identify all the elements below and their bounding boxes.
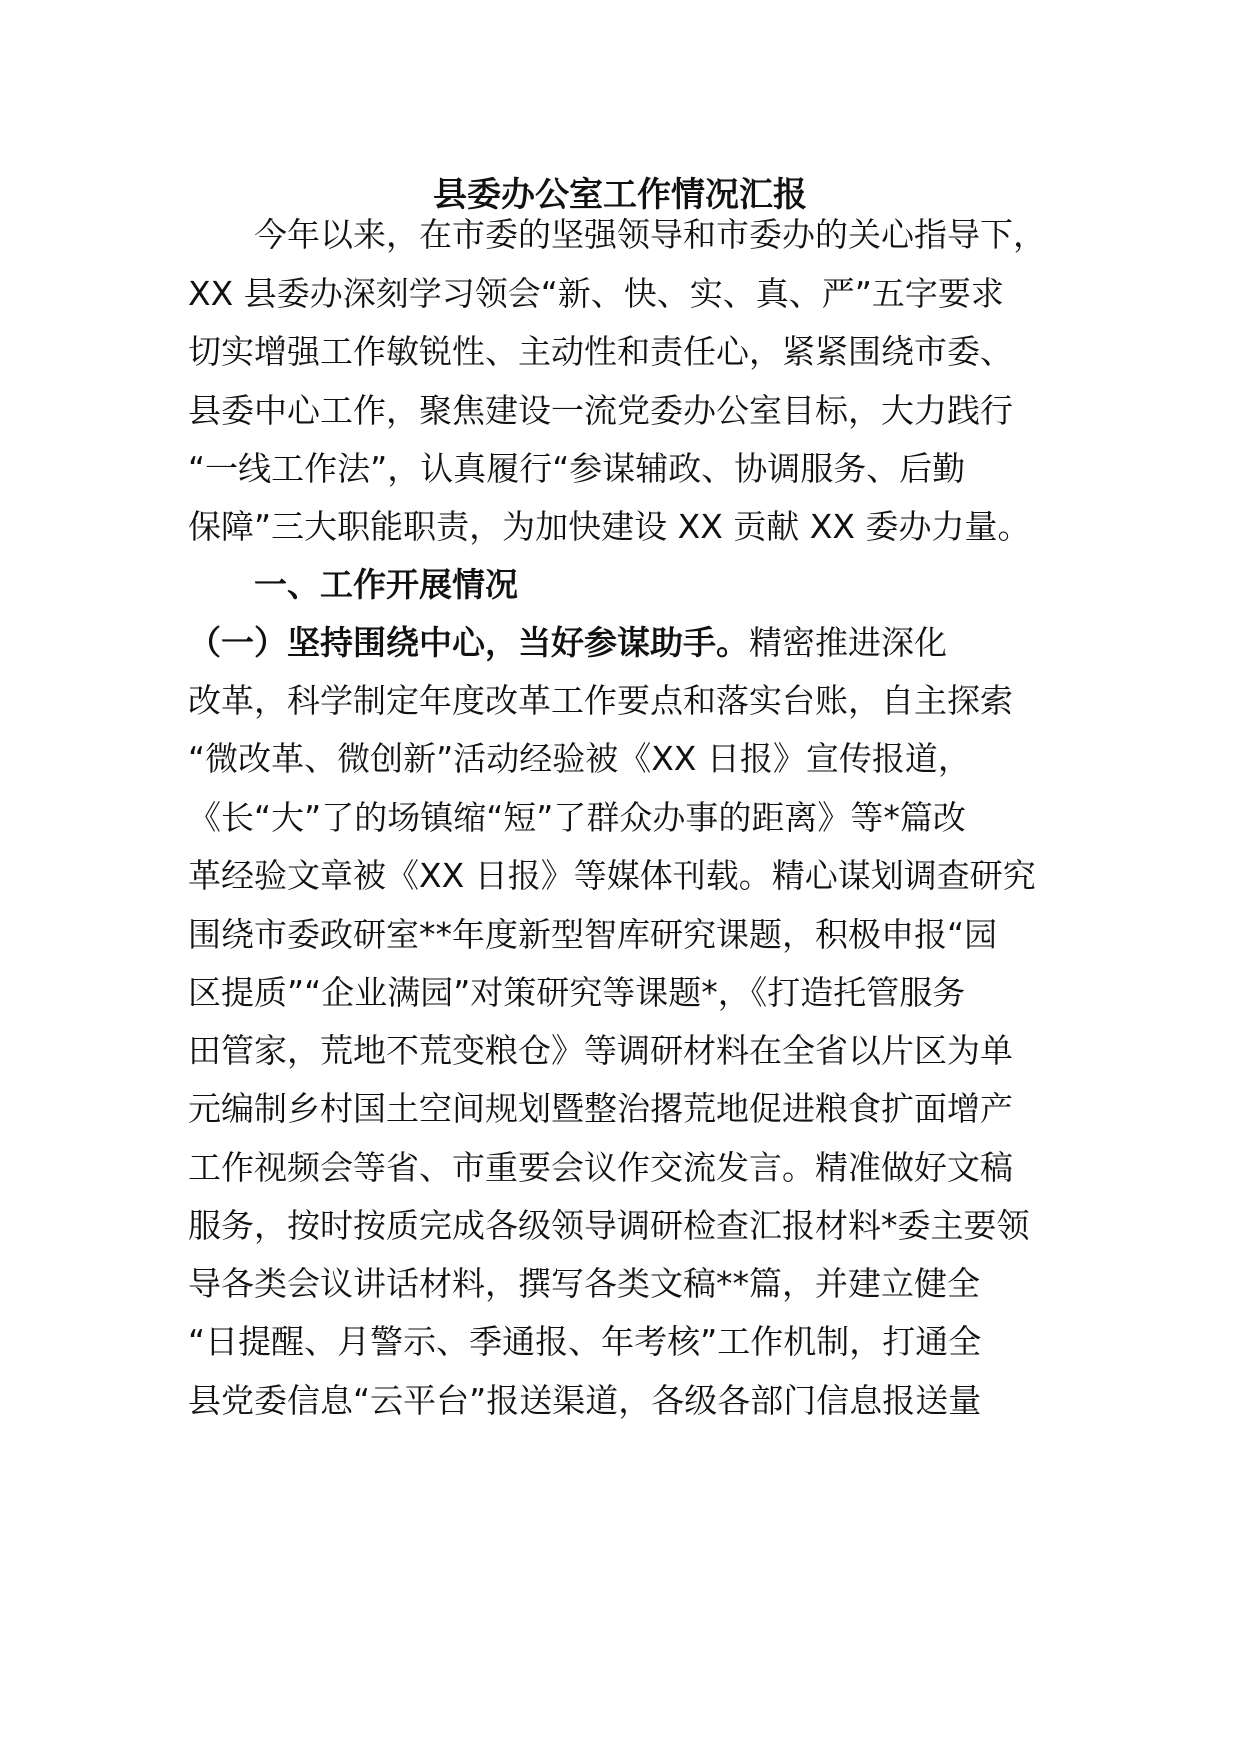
paragraph-line: 导各类会议讲话材料，撰写各类文稿**篇，并建立健全 <box>188 1264 980 1303</box>
paragraph-line: 县党委信息“云平台”报送渠道，各级各部门信息报送量 <box>188 1381 982 1420</box>
paragraph-line: 革经验文章被《XX 日报》等媒体刊载。精心谋划调查研究 <box>188 856 1036 895</box>
paragraph-line: 区提质”“企业满园”对策研究等课题*，《打造托管服务 <box>188 973 966 1012</box>
subsection-line <box>188 613 1068 673</box>
subsection-heading: （一）坚持围绕中心，当好参谋助手。 <box>188 623 749 662</box>
paragraph-line: 切实增强工作敏锐性、主动性和责任心，紧紧围绕市委、 <box>188 332 1013 371</box>
paragraph-line: 服务，按时按质完成各级领导调研检查汇报材料*委主要领 <box>188 1206 1030 1245</box>
paragraph-line: 改革，科学制定年度改革工作要点和落实台账，自主探索 <box>188 681 1013 720</box>
paragraph-line: 县委中心工作，聚焦建设一流党委办公室目标，大力践行 <box>188 391 1013 430</box>
paragraph-line: 工作视频会等省、市重要会议作交流发言。精准做好文稿 <box>188 1148 1013 1187</box>
paragraph-line: 田管家，荒地不荒变粮仓》等调研材料在全省以片区为单 <box>188 1031 1013 1070</box>
document-title: 县委办公室工作情况汇报 <box>433 175 807 215</box>
paragraph-line: 保障”三大职能职责，为加快建设 XX 贡献 XX 委办力量。 <box>188 507 1031 546</box>
paragraph-line: “一线工作法”，认真履行“参谋辅政、协调服务、后勤 <box>188 449 966 488</box>
paragraph-line: 今年以来，在市委的坚强领导和市委办的关心指导下， <box>188 215 1046 254</box>
paragraph-line: 元编制乡村国土空间规划暨整治撂荒地促进粮食扩面增产 <box>188 1089 1013 1128</box>
paragraph-line: 围绕市委政研室**年度新型智库研究课题，积极申报“园 <box>188 915 998 954</box>
subsection-tail: 精密推进深化 <box>749 623 947 662</box>
paragraph-line: “微改革、微创新”活动经验被《XX 日报》宣传报道， <box>188 739 971 778</box>
paragraph-line: 《长“大”了的场镇缩“短”了群众办事的距离》等*篇改 <box>188 798 966 837</box>
section-heading: 一、工作开展情况 <box>188 565 518 604</box>
paragraph-line: XX 县委办深刻学习领会“新、快、实、真、严”五字要求 <box>188 274 1004 313</box>
paragraph-line: “日提醒、月警示、季通报、年考核”工作机制，打通全 <box>188 1322 982 1361</box>
